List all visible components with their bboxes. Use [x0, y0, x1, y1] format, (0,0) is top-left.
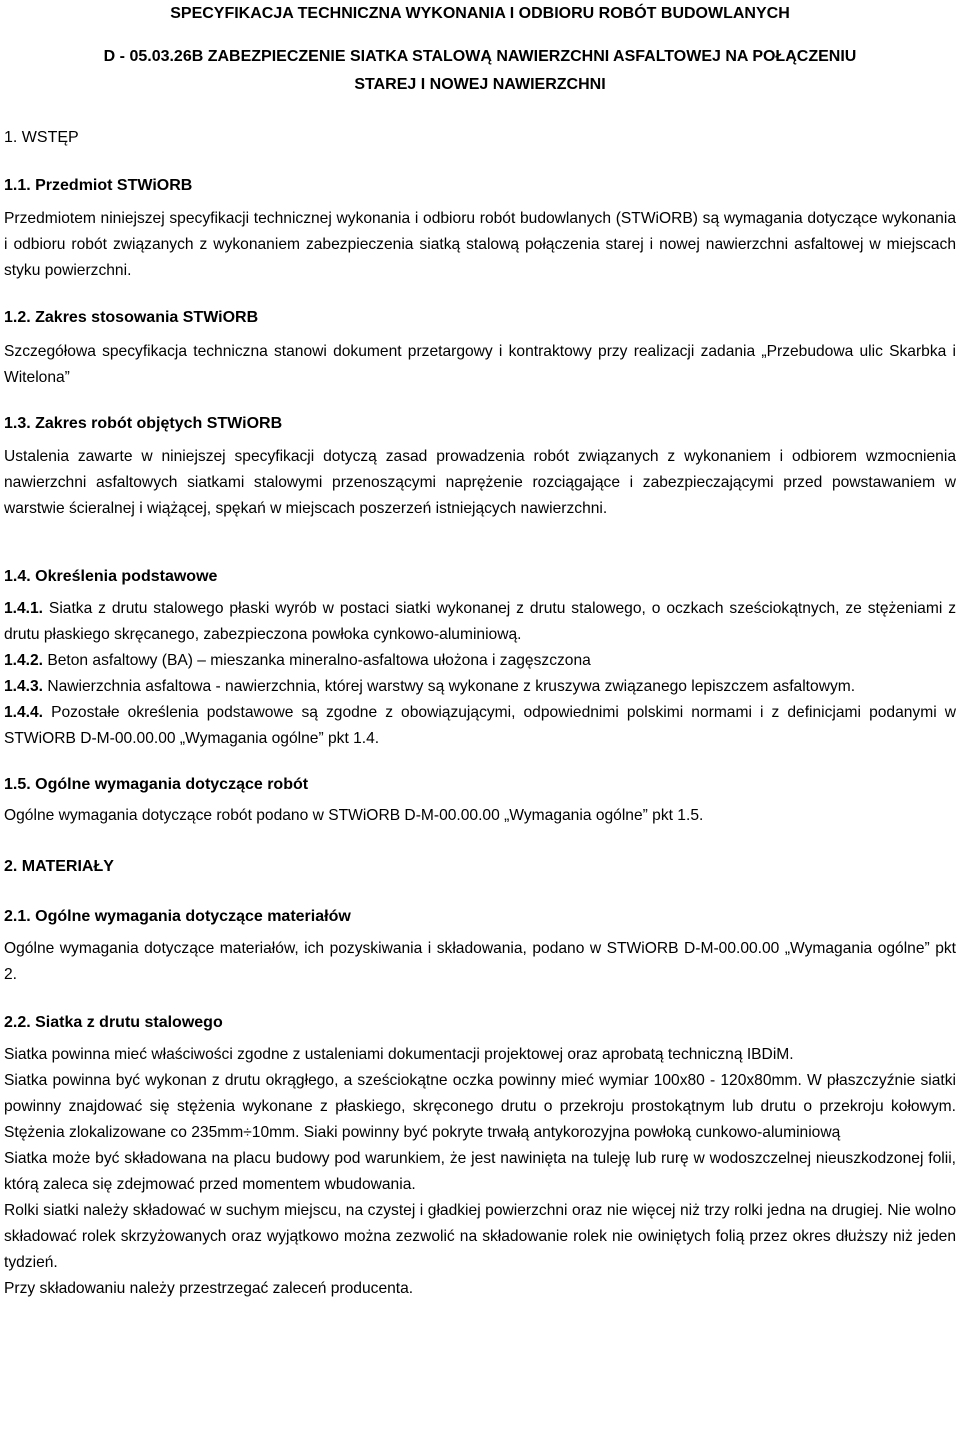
section-text-1-3: Ustalenia zawarte w niniejszej specyfikacji dotyczą zasad prowadzenia robót związanych z wykonaniem i odbiorem wzmocnienia nawierzchni asfaltowych siatkami stalowymi przenoszącymi naprężenie rozciągające i zabezpieczającymi przed powstawaniem w warstwie ścieralnej i wiążącej, spękań w miejscach poszerzeń istniejących nawierzchni. — [4, 448, 956, 517]
section-heading-1-5: 1.5. Ogólne wymagania dotyczące robót — [4, 776, 309, 793]
section-heading-2-1: 2.1. Ogólne wymagania dotyczące materiałów — [4, 908, 351, 925]
document-subtitle: D - 05.03.26B ZABEZPIECZENIE SIATKA STALOWĄ NAWIERZCHNI ASFALTOWEJ NA POŁĄCZENIU STAREJ I NOWEJ NAWIERZCHNI — [103, 48, 857, 93]
definition-item — [4, 674, 956, 700]
section-heading-1-1: 1.1. Przedmiot STWiORB — [4, 177, 193, 194]
section-paragraph: Siatka powinna być wykonan z drutu okrągłego, a sześciokątne oczka powinny mieć wymiar 100x80 - 120x80mm. W płaszczyźnie siatki powinny znajdować się stężenia wykonane z płaskiego, skręconego drutu o przekroju prostokątnym lub drutu o przekroju kołowym. Stężenia zlokalizowane co 235mm÷10mm. Siaki powinny być pokryte trwałą antykorozyjna powłoką cunkowo-aluminiową — [4, 1072, 956, 1141]
section-paragraph: Rolki siatki należy składować w suchym miejscu, na czystej i gładkiej powierzchni oraz nie więcej niż trzy rolki jedna na drugiej. Nie wolno składować rolek skrzyżowanych oraz wyjątkowo można zezwolić na składowanie rolek nie owiniętych folią przez okres dłuższy niż jeden tydzień. — [4, 1202, 956, 1271]
definition-item — [4, 648, 956, 674]
definition-number: 1.4.3. — [4, 678, 44, 695]
section-heading-1-2: 1.2. Zakres stosowania STWiORB — [4, 309, 259, 326]
section-paragraph: Przy składowaniu należy przestrzegać zaleceń producenta. — [4, 1280, 414, 1297]
section-heading-2-2: 2.2. Siatka z drutu stalowego — [4, 1014, 223, 1031]
definition-number: 1.4.2. — [4, 652, 44, 669]
document-title: SPECYFIKACJA TECHNICZNA WYKONANIA I ODBIORU ROBÓT BUDOWLANYCH — [170, 5, 790, 22]
section-text-2-1: Ogólne wymagania dotyczące materiałów, ich pozyskiwania i składowania, podano w STWiORB D-M-00.00.00 „Wymagania ogólne” pkt 2. — [4, 940, 956, 983]
section-heading-1: 1. WSTĘP — [4, 129, 79, 146]
section-heading-1-4: 1.4. Określenia podstawowe — [4, 568, 218, 585]
section-paragraph: Siatka powinna mieć właściwości zgodne z ustaleniami dokumentacji projektowej oraz aprobatą techniczną IBDiM. — [4, 1046, 794, 1063]
section-text-1-2: Szczegółowa specyfikacja techniczna stanowi dokument przetargowy i kontraktowy przy realizacji zadania „Przebudowa ulic Skarbka i Witelona” — [4, 343, 956, 386]
definition-text: Beton asfaltowy (BA) – mieszanka mineralno-asfaltowa ułożona i zagęszczona — [43, 652, 591, 669]
section-heading-2: 2. MATERIAŁY — [4, 858, 114, 875]
definition-text: Siatka z drutu stalowego płaski wyrób w postaci siatki wykonanej z drutu stalowego, o oczkach sześciokątnych, ze stężeniami z drutu płaskiego skręcanego, zabezpieczona powłoka cynkowo-aluminiową. — [4, 600, 956, 643]
section-text-1-5: Ogólne wymagania dotyczące robót podano w STWiORB D-M-00.00.00 „Wymagania ogólne” pkt 1.5. — [4, 807, 704, 824]
section-heading-1-3: 1.3. Zakres robót objętych STWiORB — [4, 415, 283, 432]
definition-item — [4, 596, 956, 648]
document-page — [4, 0, 956, 1302]
section-text-1-1: Przedmiotem niniejszej specyfikacji technicznej wykonania i odbioru robót budowlanych (STWiORB) są wymagania dotyczące wykonania i odbioru robót związanych z wykonaniem zabezpieczenia siatką stalową połączenia starej i nowej nawierzchni asfaltowej w miejscach styku powierzchni. — [4, 210, 956, 279]
section-paragraph: Siatka może być składowana na placu budowy pod warunkiem, że jest nawinięta na tuleję lub rurę w wodoszczelnej nieuszkodzonej folii, którą zaleca się zdejmować przed momentem wbudowania. — [4, 1150, 956, 1193]
definition-number: 1.4.4. — [4, 704, 44, 721]
definition-number: 1.4.1. — [4, 600, 44, 617]
definition-text: Nawierzchnia asfaltowa - nawierzchnia, której warstwy są wykonane z kruszywa związanego lepiszczem asfaltowym. — [43, 678, 856, 695]
definition-item — [4, 700, 956, 752]
definition-text: Pozostałe określenia podstawowe są zgodne z obowiązującymi, odpowiednimi polskimi normami i z definicjami podanymi w STWiORB D-M-00.00.00 „Wymagania ogólne” pkt 1.4. — [4, 704, 956, 747]
